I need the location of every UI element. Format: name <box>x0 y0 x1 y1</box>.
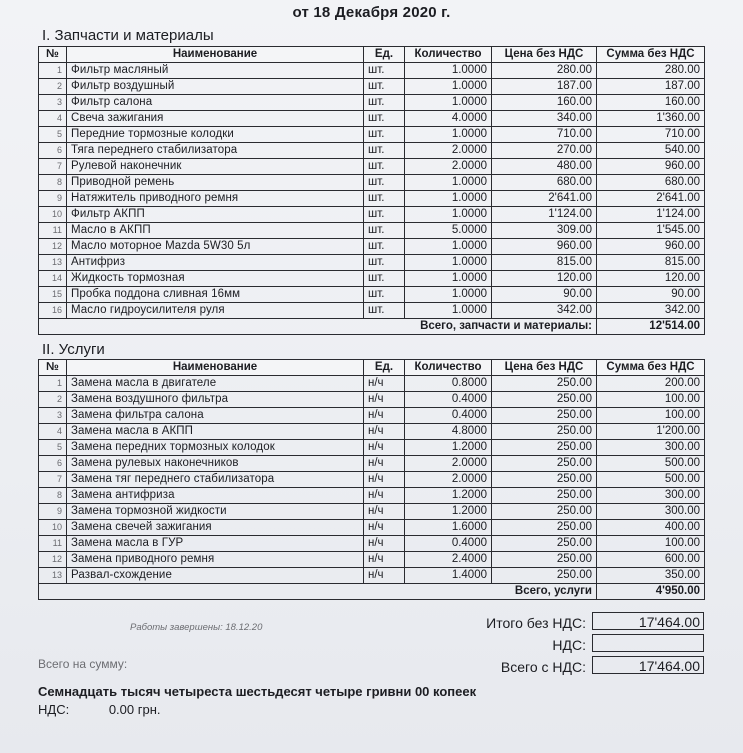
col-number-header: № <box>39 47 67 63</box>
vat-value <box>592 634 704 652</box>
table-row <box>39 488 705 504</box>
row-price: 90.00 <box>492 287 597 303</box>
row-number: 11 <box>39 536 67 552</box>
row-unit: шт. <box>364 303 405 319</box>
row-sum: 710.00 <box>597 127 705 143</box>
row-unit: шт. <box>364 63 405 79</box>
row-number: 8 <box>39 488 67 504</box>
row-sum: 1'124.00 <box>597 207 705 223</box>
table-row <box>39 223 705 239</box>
row-price: 250.00 <box>492 504 597 520</box>
row-quantity: 1.0000 <box>405 271 492 287</box>
row-sum: 300.00 <box>597 440 705 456</box>
row-quantity: 1.0000 <box>405 287 492 303</box>
row-price: 340.00 <box>492 111 597 127</box>
row-name: Фильтр масляный <box>67 63 364 79</box>
row-sum: 100.00 <box>597 392 705 408</box>
parts-total-label: Всего, запчасти и материалы: <box>39 319 597 335</box>
row-name: Замена передних тормозных колодок <box>67 440 364 456</box>
table-row <box>39 175 705 191</box>
col-price-header: Цена без НДС <box>492 47 597 63</box>
row-sum: 300.00 <box>597 488 705 504</box>
row-quantity: 0.4000 <box>405 392 492 408</box>
row-quantity: 1.4000 <box>405 568 492 584</box>
row-quantity: 4.8000 <box>405 424 492 440</box>
row-quantity: 1.0000 <box>405 191 492 207</box>
row-name: Масло гидроусилителя руля <box>67 303 364 319</box>
row-price: 250.00 <box>492 552 597 568</box>
row-name: Развал-схождение <box>67 568 364 584</box>
row-unit: н/ч <box>364 392 405 408</box>
row-quantity: 1.0000 <box>405 127 492 143</box>
row-quantity: 5.0000 <box>405 223 492 239</box>
vat-label: НДС: <box>552 637 586 653</box>
row-number: 14 <box>39 271 67 287</box>
row-number: 11 <box>39 223 67 239</box>
row-number: 1 <box>39 63 67 79</box>
col-qty-header: Количество <box>405 360 492 376</box>
col-price-header: Цена без НДС <box>492 360 597 376</box>
row-number: 1 <box>39 376 67 392</box>
row-sum: 280.00 <box>597 63 705 79</box>
row-number: 12 <box>39 239 67 255</box>
row-unit: н/ч <box>364 568 405 584</box>
row-number: 7 <box>39 472 67 488</box>
table-row <box>39 376 705 392</box>
row-name: Натяжитель приводного ремня <box>67 191 364 207</box>
row-price: 250.00 <box>492 440 597 456</box>
row-quantity: 1.0000 <box>405 207 492 223</box>
vat-summary-label: НДС: <box>38 702 70 717</box>
row-name: Свеча зажигания <box>67 111 364 127</box>
row-sum: 960.00 <box>597 239 705 255</box>
row-price: 480.00 <box>492 159 597 175</box>
row-number: 7 <box>39 159 67 175</box>
row-number: 12 <box>39 552 67 568</box>
row-sum: 160.00 <box>597 95 705 111</box>
row-quantity: 1.0000 <box>405 175 492 191</box>
row-price: 250.00 <box>492 488 597 504</box>
row-price: 680.00 <box>492 175 597 191</box>
table-row <box>39 143 705 159</box>
table-row <box>39 255 705 271</box>
col-unit-header: Ед. <box>364 360 405 376</box>
row-number: 13 <box>39 568 67 584</box>
totals-block <box>450 612 706 678</box>
vat-summary-value: 0.00 грн. <box>108 702 161 717</box>
parts-total-row <box>39 319 705 335</box>
services-section-title: II. Услуги <box>42 341 105 358</box>
row-quantity: 1.0000 <box>405 303 492 319</box>
parts-section-title: I. Запчасти и материалы <box>42 27 214 44</box>
row-price: 2'641.00 <box>492 191 597 207</box>
row-unit: н/ч <box>364 504 405 520</box>
total-with-vat-label: Всего с НДС: <box>500 659 586 675</box>
row-name: Антифриз <box>67 255 364 271</box>
row-price: 160.00 <box>492 95 597 111</box>
row-name: Фильтр АКПП <box>67 207 364 223</box>
row-name: Замена свечей зажигания <box>67 520 364 536</box>
row-unit: шт. <box>364 95 405 111</box>
row-number: 15 <box>39 287 67 303</box>
vat-summary-line <box>38 702 161 717</box>
col-name-header: Наименование <box>67 360 364 376</box>
row-unit: шт. <box>364 223 405 239</box>
row-name: Тяга переднего стабилизатора <box>67 143 364 159</box>
row-quantity: 0.8000 <box>405 376 492 392</box>
table-row <box>39 440 705 456</box>
row-number: 2 <box>39 392 67 408</box>
row-quantity: 2.0000 <box>405 456 492 472</box>
row-quantity: 1.2000 <box>405 440 492 456</box>
row-price: 250.00 <box>492 456 597 472</box>
row-sum: 187.00 <box>597 79 705 95</box>
row-number: 5 <box>39 127 67 143</box>
row-unit: н/ч <box>364 472 405 488</box>
row-unit: н/ч <box>364 536 405 552</box>
row-sum: 960.00 <box>597 159 705 175</box>
row-name: Жидкость тормозная <box>67 271 364 287</box>
col-qty-header: Количество <box>405 47 492 63</box>
table-row <box>39 408 705 424</box>
row-quantity: 1.0000 <box>405 239 492 255</box>
row-quantity: 2.0000 <box>405 159 492 175</box>
table-row <box>39 504 705 520</box>
total-without-vat-label: Итого без НДС: <box>486 615 586 631</box>
row-price: 270.00 <box>492 143 597 159</box>
row-number: 10 <box>39 520 67 536</box>
row-sum: 342.00 <box>597 303 705 319</box>
row-unit: шт. <box>364 175 405 191</box>
row-name: Замена масла в двигателе <box>67 376 364 392</box>
row-quantity: 0.4000 <box>405 408 492 424</box>
row-name: Замена тормозной жидкости <box>67 504 364 520</box>
row-price: 342.00 <box>492 303 597 319</box>
row-quantity: 4.0000 <box>405 111 492 127</box>
table-row <box>39 424 705 440</box>
total-without-vat-value: 17'464.00 <box>592 612 704 630</box>
row-unit: шт. <box>364 111 405 127</box>
col-sum-header: Сумма без НДС <box>597 47 705 63</box>
row-sum: 500.00 <box>597 456 705 472</box>
row-sum: 1'360.00 <box>597 111 705 127</box>
row-price: 309.00 <box>492 223 597 239</box>
row-unit: шт. <box>364 239 405 255</box>
row-unit: н/ч <box>364 488 405 504</box>
row-name: Фильтр воздушный <box>67 79 364 95</box>
row-name: Пробка поддона сливная 16мм <box>67 287 364 303</box>
row-name: Масло в АКПП <box>67 223 364 239</box>
row-quantity: 2.0000 <box>405 472 492 488</box>
table-row <box>39 456 705 472</box>
table-row <box>39 520 705 536</box>
row-number: 3 <box>39 408 67 424</box>
row-price: 250.00 <box>492 472 597 488</box>
row-sum: 100.00 <box>597 536 705 552</box>
services-total-label: Всего, услуги <box>39 584 597 600</box>
row-sum: 300.00 <box>597 504 705 520</box>
row-unit: н/ч <box>364 424 405 440</box>
row-sum: 120.00 <box>597 271 705 287</box>
services-total-value: 4'950.00 <box>597 584 705 600</box>
row-sum: 90.00 <box>597 287 705 303</box>
row-price: 815.00 <box>492 255 597 271</box>
row-sum: 350.00 <box>597 568 705 584</box>
table-row <box>39 287 705 303</box>
col-unit-header: Ед. <box>364 47 405 63</box>
row-unit: н/ч <box>364 456 405 472</box>
total-without-vat-row <box>450 612 706 634</box>
row-price: 250.00 <box>492 376 597 392</box>
table-row <box>39 392 705 408</box>
row-quantity: 1.0000 <box>405 255 492 271</box>
total-with-vat-row <box>450 656 706 678</box>
table-row <box>39 127 705 143</box>
row-number: 3 <box>39 95 67 111</box>
row-unit: шт. <box>364 159 405 175</box>
document-date: от 18 Декабря 2020 г. <box>292 4 451 21</box>
row-price: 250.00 <box>492 392 597 408</box>
row-unit: шт. <box>364 143 405 159</box>
col-number-header: № <box>39 360 67 376</box>
row-unit: шт. <box>364 271 405 287</box>
row-number: 6 <box>39 143 67 159</box>
row-name: Замена фильтра салона <box>67 408 364 424</box>
row-unit: шт. <box>364 127 405 143</box>
row-number: 9 <box>39 191 67 207</box>
row-name: Приводной ремень <box>67 175 364 191</box>
row-price: 250.00 <box>492 408 597 424</box>
total-sum-label: Всего на сумму: <box>38 657 128 671</box>
row-sum: 540.00 <box>597 143 705 159</box>
row-quantity: 1.0000 <box>405 79 492 95</box>
row-sum: 400.00 <box>597 520 705 536</box>
table-row <box>39 207 705 223</box>
row-quantity: 1.0000 <box>405 63 492 79</box>
row-sum: 1'545.00 <box>597 223 705 239</box>
row-price: 1'124.00 <box>492 207 597 223</box>
row-sum: 680.00 <box>597 175 705 191</box>
row-name: Замена рулевых наконечников <box>67 456 364 472</box>
row-price: 960.00 <box>492 239 597 255</box>
row-number: 8 <box>39 175 67 191</box>
row-number: 13 <box>39 255 67 271</box>
parts-total-value: 12'514.00 <box>597 319 705 335</box>
amount-in-words: Семнадцать тысяч четыреста шестьдесят четыре гривни 00 копеек <box>38 684 477 699</box>
vat-row <box>450 634 706 656</box>
row-number: 2 <box>39 79 67 95</box>
table-row <box>39 95 705 111</box>
services-table <box>38 359 705 600</box>
table-row <box>39 191 705 207</box>
table-row <box>39 472 705 488</box>
row-quantity: 1.0000 <box>405 95 492 111</box>
table-row <box>39 568 705 584</box>
row-unit: шт. <box>364 191 405 207</box>
row-number: 6 <box>39 456 67 472</box>
row-number: 10 <box>39 207 67 223</box>
table-row <box>39 63 705 79</box>
col-name-header: Наименование <box>67 47 364 63</box>
row-quantity: 2.4000 <box>405 552 492 568</box>
row-name: Замена антифриза <box>67 488 364 504</box>
row-unit: н/ч <box>364 440 405 456</box>
row-quantity: 0.4000 <box>405 536 492 552</box>
row-number: 9 <box>39 504 67 520</box>
row-unit: шт. <box>364 207 405 223</box>
row-quantity: 1.2000 <box>405 504 492 520</box>
row-quantity: 1.2000 <box>405 488 492 504</box>
row-quantity: 1.6000 <box>405 520 492 536</box>
row-number: 4 <box>39 424 67 440</box>
row-number: 5 <box>39 440 67 456</box>
table-row <box>39 536 705 552</box>
row-unit: н/ч <box>364 376 405 392</box>
row-unit: н/ч <box>364 520 405 536</box>
table-row <box>39 111 705 127</box>
row-name: Замена масла в АКПП <box>67 424 364 440</box>
works-completed-note: Работы завершены: 18.12.20 <box>130 622 263 633</box>
row-name: Масло моторное Mazda 5W30 5л <box>67 239 364 255</box>
row-name: Рулевой наконечник <box>67 159 364 175</box>
row-sum: 815.00 <box>597 255 705 271</box>
row-price: 250.00 <box>492 568 597 584</box>
row-unit: шт. <box>364 79 405 95</box>
row-name: Фильтр салона <box>67 95 364 111</box>
parts-table <box>38 46 705 335</box>
row-number: 4 <box>39 111 67 127</box>
row-sum: 2'641.00 <box>597 191 705 207</box>
row-number: 16 <box>39 303 67 319</box>
table-row <box>39 239 705 255</box>
services-total-row <box>39 584 705 600</box>
col-sum-header: Сумма без НДС <box>597 360 705 376</box>
row-sum: 600.00 <box>597 552 705 568</box>
row-unit: шт. <box>364 287 405 303</box>
total-with-vat-value: 17'464.00 <box>592 656 704 674</box>
row-price: 280.00 <box>492 63 597 79</box>
row-name: Замена тяг переднего стабилизатора <box>67 472 364 488</box>
table-row <box>39 271 705 287</box>
table-row <box>39 552 705 568</box>
parts-header-row <box>39 47 705 63</box>
row-sum: 100.00 <box>597 408 705 424</box>
services-header-row <box>39 360 705 376</box>
table-row <box>39 303 705 319</box>
row-name: Замена масла в ГУР <box>67 536 364 552</box>
row-sum: 200.00 <box>597 376 705 392</box>
row-unit: н/ч <box>364 408 405 424</box>
table-row <box>39 159 705 175</box>
row-price: 250.00 <box>492 536 597 552</box>
row-price: 187.00 <box>492 79 597 95</box>
row-quantity: 2.0000 <box>405 143 492 159</box>
table-row <box>39 79 705 95</box>
row-name: Замена приводного ремня <box>67 552 364 568</box>
row-name: Замена воздушного фильтра <box>67 392 364 408</box>
row-price: 120.00 <box>492 271 597 287</box>
row-sum: 500.00 <box>597 472 705 488</box>
row-unit: шт. <box>364 255 405 271</box>
row-name: Передние тормозные колодки <box>67 127 364 143</box>
row-price: 710.00 <box>492 127 597 143</box>
row-price: 250.00 <box>492 424 597 440</box>
row-sum: 1'200.00 <box>597 424 705 440</box>
row-unit: н/ч <box>364 552 405 568</box>
row-price: 250.00 <box>492 520 597 536</box>
